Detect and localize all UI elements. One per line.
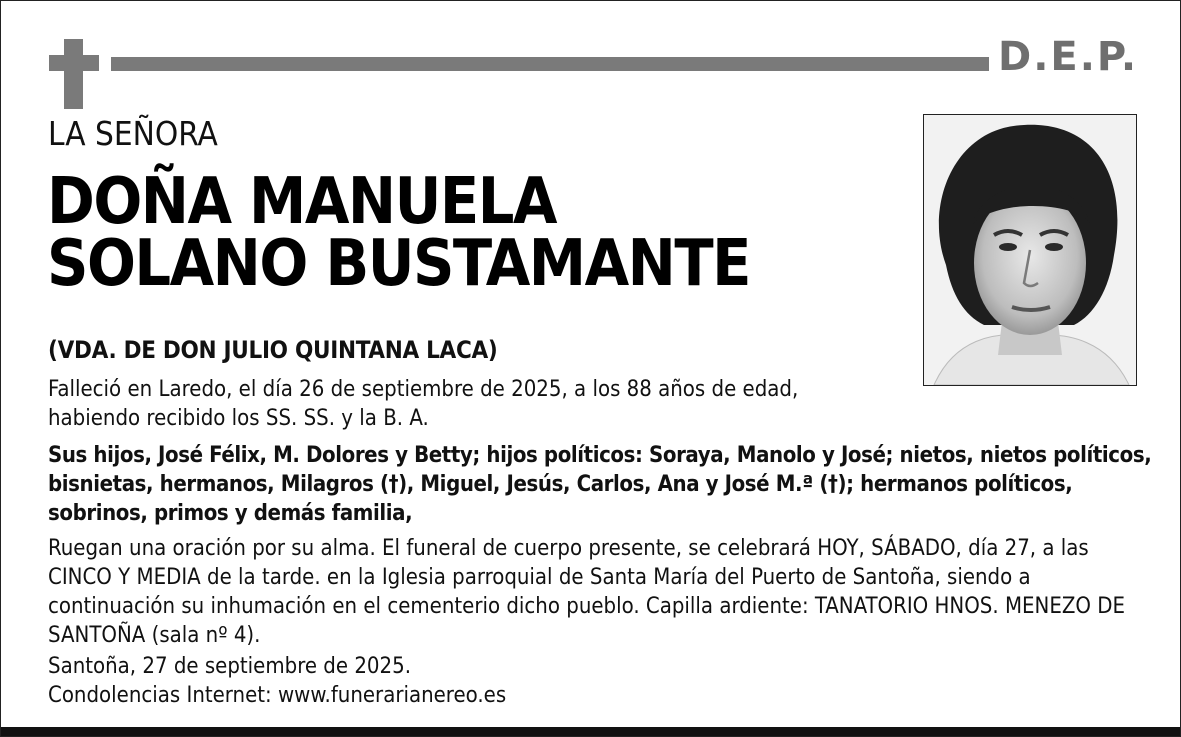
family-list: Sus hijos, José Félix, M. Dolores y Betty; hijos políticos: Soraya, Manolo y José; nietos, nietos políticos, bisnietas, hermanos, Milagros (†), Miguel, Jesús, Carlos, Ana y José M.ª (†); hermanos políticos, sobrinos, primos y demás familia, bbox=[48, 443, 1152, 526]
funeral-details: Ruegan una oración por su alma. El funeral de cuerpo presente, se celebrará HOY, SÁBADO, día 27, a las CINCO Y MEDIA de la tarde. en la Iglesia parroquial de Santa María del Puerto de Santoña, siendo a continuación su inhumación en el cementerio dicho pueblo. Capilla ardiente: TANATORIO HNOS. MENEZO DE SANTOÑA (sala nº 4). bbox=[48, 536, 1126, 648]
closing bbox=[48, 652, 1158, 710]
condolences-link: Condolencias Internet: www.funerarianereo.es bbox=[48, 683, 507, 708]
header-rule bbox=[111, 57, 989, 71]
portrait-photo bbox=[923, 114, 1137, 386]
widow-of: (VDA. DE DON JULIO QUINTANA LACA) bbox=[48, 336, 498, 364]
name-line-2: SOLANO BUSTAMANTE bbox=[47, 227, 750, 301]
portrait-image bbox=[924, 115, 1136, 385]
dep-label: D.E.P. bbox=[998, 34, 1139, 80]
bottom-border bbox=[1, 727, 1180, 736]
name-line-1: DOÑA MANUELA bbox=[47, 165, 556, 239]
pre-title: LA SEÑORA bbox=[48, 114, 218, 153]
deceased-name bbox=[47, 165, 750, 301]
place-date: Santoña, 27 de septiembre de 2025. bbox=[48, 654, 411, 679]
latin-cross-icon bbox=[49, 39, 99, 109]
death-notice: Falleció en Laredo, el día 26 de septiembre de 2025, a los 88 años de edad, habiendo recibido los SS. SS. y la B. A. bbox=[48, 377, 799, 431]
